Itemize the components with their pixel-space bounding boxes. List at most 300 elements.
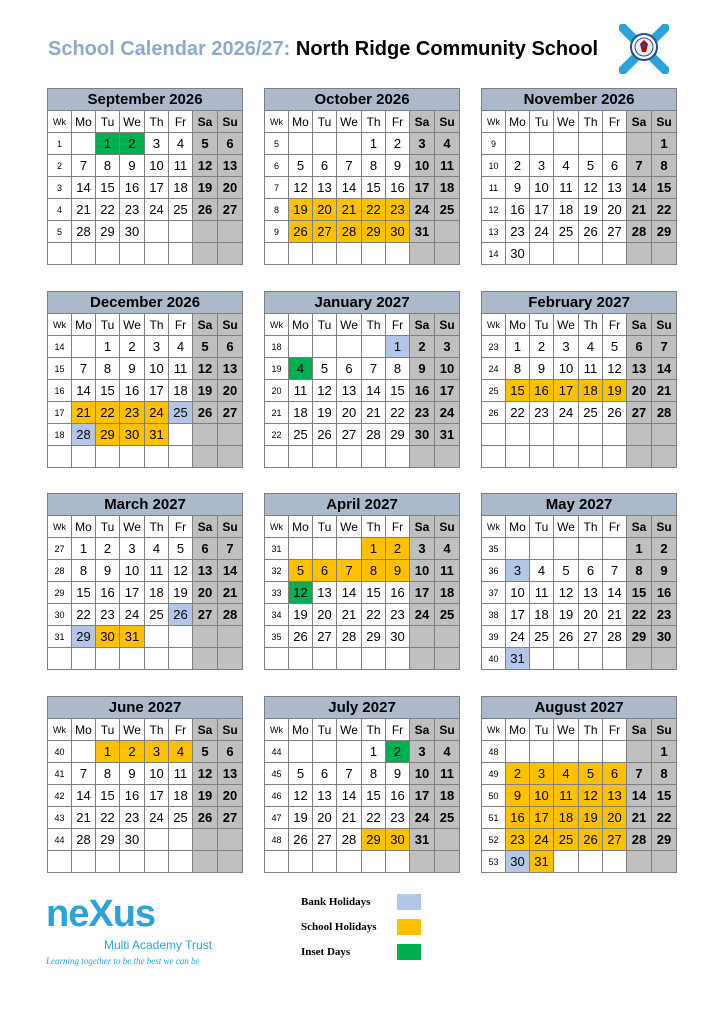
day-header: Mo	[506, 719, 530, 741]
week-number: 4	[48, 199, 72, 221]
day-cell	[169, 851, 193, 873]
month-table	[264, 88, 460, 265]
day-cell: 4	[554, 155, 579, 177]
week-row	[265, 133, 460, 155]
day-cell: 7	[337, 763, 362, 785]
day-cell	[362, 648, 386, 670]
day-cell	[554, 648, 579, 670]
day-cell: 23	[652, 604, 677, 626]
day-cell: 28	[627, 221, 652, 243]
day-cell: 16	[96, 582, 120, 604]
day-header: Su	[652, 314, 677, 336]
day-cell	[603, 133, 627, 155]
day-cell: 25	[169, 807, 193, 829]
day-cell: 9	[410, 358, 435, 380]
legend-swatch-school	[397, 919, 421, 935]
day-cell	[603, 741, 627, 763]
week-row	[265, 358, 460, 380]
day-header: Fr	[169, 111, 193, 133]
day-cell: 9	[386, 560, 410, 582]
week-row	[482, 560, 677, 582]
day-cell: 9	[120, 358, 145, 380]
day-cell: 3	[410, 133, 435, 155]
day-cell	[652, 648, 677, 670]
day-cell: 14	[337, 177, 362, 199]
day-header: Th	[579, 111, 603, 133]
week-number: 39	[482, 626, 506, 648]
day-header: Su	[218, 314, 243, 336]
month-title: October 2026	[265, 89, 460, 111]
day-cell: 15	[652, 177, 677, 199]
day-cell: 3	[410, 538, 435, 560]
week-row	[482, 380, 677, 402]
day-cell: 16	[120, 785, 145, 807]
day-cell	[218, 424, 243, 446]
day-header: Su	[435, 719, 460, 741]
week-number: 47	[265, 807, 289, 829]
day-header: Wk	[482, 314, 506, 336]
week-row	[482, 402, 677, 424]
week-row	[482, 582, 677, 604]
week-row	[48, 336, 243, 358]
day-cell: 24	[410, 604, 435, 626]
day-header: Tu	[96, 314, 120, 336]
day-cell	[530, 648, 554, 670]
day-header: Fr	[169, 719, 193, 741]
day-cell	[435, 446, 460, 468]
day-cell: 29	[96, 829, 120, 851]
day-cell: 9	[652, 560, 677, 582]
week-row	[48, 604, 243, 626]
day-cell	[313, 133, 337, 155]
week-number: 20	[265, 380, 289, 402]
week-number: 14	[482, 243, 506, 265]
day-cell: 30	[506, 243, 530, 265]
month-table	[47, 88, 243, 265]
day-cell: 8	[506, 358, 530, 380]
day-cell: 16	[120, 380, 145, 402]
day-header: Sa	[627, 314, 652, 336]
day-cell: 16	[506, 807, 530, 829]
week-row	[48, 133, 243, 155]
day-cell: 25	[169, 402, 193, 424]
day-cell	[652, 243, 677, 265]
day-cell: 25	[435, 604, 460, 626]
day-cell: 10	[410, 560, 435, 582]
day-cell	[120, 446, 145, 468]
day-cell: 24	[554, 402, 579, 424]
week-row	[265, 582, 460, 604]
day-cell: 7	[362, 358, 386, 380]
month-table	[264, 696, 460, 873]
day-cell	[169, 648, 193, 670]
day-cell: 14	[603, 582, 627, 604]
month-table	[47, 291, 243, 468]
day-cell: 29	[386, 424, 410, 446]
day-cell: 26	[289, 829, 313, 851]
day-cell: 1	[96, 741, 120, 763]
day-cell: 4	[435, 133, 460, 155]
legend-swatch-inset	[397, 944, 421, 960]
day-cell	[193, 648, 218, 670]
day-cell: 18	[530, 604, 554, 626]
week-row	[482, 785, 677, 807]
day-cell: 22	[506, 402, 530, 424]
day-cell: 25	[169, 199, 193, 221]
day-header: We	[120, 516, 145, 538]
week-row	[265, 177, 460, 199]
day-cell	[289, 243, 313, 265]
week-row	[48, 155, 243, 177]
day-cell: 11	[579, 358, 603, 380]
day-header: Tu	[530, 111, 554, 133]
week-number: 33	[265, 582, 289, 604]
week-number: 9	[482, 133, 506, 155]
week-number: 25	[482, 380, 506, 402]
day-cell	[289, 741, 313, 763]
week-row	[265, 243, 460, 265]
day-cell: 23	[120, 199, 145, 221]
day-cell: 18	[169, 785, 193, 807]
day-cell: 30	[410, 424, 435, 446]
week-row	[48, 807, 243, 829]
day-cell	[530, 133, 554, 155]
day-cell	[193, 851, 218, 873]
day-cell: 8	[362, 560, 386, 582]
month-table	[47, 493, 243, 670]
day-cell	[96, 243, 120, 265]
day-cell: 17	[506, 604, 530, 626]
week-number: 44	[265, 741, 289, 763]
day-cell: 29	[362, 221, 386, 243]
day-cell: 22	[362, 199, 386, 221]
month-table	[481, 291, 677, 468]
day-cell	[554, 133, 579, 155]
week-number	[265, 851, 289, 873]
day-header: Sa	[193, 516, 218, 538]
month-table	[264, 493, 460, 670]
day-cell	[193, 446, 218, 468]
day-cell: 26	[193, 199, 218, 221]
day-cell: 29	[362, 626, 386, 648]
day-cell: 27	[313, 829, 337, 851]
week-number: 36	[482, 560, 506, 582]
legend-item-school	[301, 919, 441, 937]
month-title: July 2027	[265, 697, 460, 719]
day-cell: 15	[96, 177, 120, 199]
day-cell: 15	[652, 785, 677, 807]
week-number	[265, 243, 289, 265]
day-header: Wk	[482, 719, 506, 741]
day-cell: 31	[410, 829, 435, 851]
week-number: 15	[48, 358, 72, 380]
day-cell: 17	[410, 785, 435, 807]
day-cell	[313, 538, 337, 560]
day-cell: 18	[289, 402, 313, 424]
day-cell: 27	[313, 221, 337, 243]
day-cell: 6	[218, 336, 243, 358]
day-cell: 27	[193, 604, 218, 626]
day-header: Fr	[386, 516, 410, 538]
day-cell	[506, 446, 530, 468]
day-cell	[96, 851, 120, 873]
day-cell: 13	[627, 358, 652, 380]
day-cell: 21	[72, 807, 96, 829]
day-cell	[603, 243, 627, 265]
week-row	[48, 538, 243, 560]
month-title: November 2026	[482, 89, 677, 111]
day-cell: 28	[72, 221, 96, 243]
day-cell	[72, 741, 96, 763]
day-cell	[410, 626, 435, 648]
week-number: 40	[48, 741, 72, 763]
day-cell: 22	[362, 604, 386, 626]
month-table	[47, 696, 243, 873]
week-row	[48, 763, 243, 785]
day-cell: 25	[435, 199, 460, 221]
day-cell	[554, 741, 579, 763]
day-cell: 11	[435, 155, 460, 177]
day-cell: 11	[169, 155, 193, 177]
day-cell: 20	[218, 380, 243, 402]
day-cell	[337, 538, 362, 560]
week-number: 49	[482, 763, 506, 785]
day-cell: 3	[506, 560, 530, 582]
day-cell	[337, 446, 362, 468]
day-cell: 19	[193, 177, 218, 199]
day-header: Fr	[386, 111, 410, 133]
day-cell	[193, 221, 218, 243]
day-header: We	[120, 719, 145, 741]
day-cell: 12	[193, 155, 218, 177]
day-cell: 20	[313, 199, 337, 221]
month-title: April 2027	[265, 494, 460, 516]
day-cell	[554, 851, 579, 873]
day-cell: 24	[145, 807, 169, 829]
day-cell: 31	[435, 424, 460, 446]
day-cell: 5	[193, 133, 218, 155]
day-cell: 10	[145, 155, 169, 177]
day-cell	[218, 851, 243, 873]
week-number: 18	[48, 424, 72, 446]
day-cell: 8	[627, 560, 652, 582]
week-row	[265, 807, 460, 829]
day-cell	[72, 243, 96, 265]
week-number: 34	[265, 604, 289, 626]
day-header: Mo	[289, 516, 313, 538]
day-cell	[530, 741, 554, 763]
week-number: 17	[48, 402, 72, 424]
day-cell: 13	[313, 582, 337, 604]
day-cell: 5	[193, 336, 218, 358]
day-cell: 27	[218, 807, 243, 829]
day-cell: 10	[506, 582, 530, 604]
day-cell: 22	[72, 604, 96, 626]
week-number: 35	[482, 538, 506, 560]
day-cell: 21	[627, 807, 652, 829]
day-header: Mo	[72, 111, 96, 133]
day-header: Tu	[313, 516, 337, 538]
legend-label-bank: Bank Holidays	[301, 896, 371, 908]
day-cell: 19	[554, 604, 579, 626]
day-cell	[169, 626, 193, 648]
day-cell: 7	[603, 560, 627, 582]
day-cell: 12	[603, 358, 627, 380]
week-row	[265, 424, 460, 446]
week-number: 31	[48, 626, 72, 648]
day-cell: 26	[289, 221, 313, 243]
day-header: We	[120, 111, 145, 133]
legend-label-inset: Inset Days	[301, 946, 351, 958]
day-cell	[410, 243, 435, 265]
day-cell: 11	[554, 785, 579, 807]
week-number	[482, 446, 506, 468]
day-header: Su	[218, 111, 243, 133]
day-cell	[530, 446, 554, 468]
day-cell: 4	[435, 538, 460, 560]
week-row	[265, 221, 460, 243]
day-header: Mo	[72, 314, 96, 336]
day-cell: 14	[72, 177, 96, 199]
day-header: Wk	[265, 111, 289, 133]
day-cell: 25	[554, 221, 579, 243]
day-cell	[627, 424, 652, 446]
day-cell	[72, 336, 96, 358]
day-cell	[506, 424, 530, 446]
day-cell: 10	[530, 785, 554, 807]
week-row	[482, 199, 677, 221]
day-cell: 5	[289, 560, 313, 582]
day-cell: 3	[120, 538, 145, 560]
week-number: 35	[265, 626, 289, 648]
day-cell: 3	[530, 155, 554, 177]
day-cell: 26	[579, 829, 603, 851]
week-number: 10	[482, 155, 506, 177]
day-header: Th	[145, 516, 169, 538]
day-cell: 24	[410, 199, 435, 221]
day-cell: 1	[362, 741, 386, 763]
day-cell: 14	[337, 582, 362, 604]
week-number: 16	[48, 380, 72, 402]
day-cell: 20	[337, 402, 362, 424]
day-cell: 8	[386, 358, 410, 380]
week-number: 41	[48, 763, 72, 785]
day-cell: 4	[435, 741, 460, 763]
day-header: Th	[362, 516, 386, 538]
day-cell: 5	[579, 763, 603, 785]
day-cell: 19	[289, 807, 313, 829]
day-cell: 12	[169, 560, 193, 582]
day-cell: 12	[289, 177, 313, 199]
day-cell: 28	[652, 402, 677, 424]
day-cell: 12	[554, 582, 579, 604]
day-cell	[579, 741, 603, 763]
day-cell: 22	[627, 604, 652, 626]
day-cell	[313, 336, 337, 358]
day-cell: 6	[627, 336, 652, 358]
day-header: We	[554, 314, 579, 336]
week-number: 29	[48, 582, 72, 604]
day-cell: 6	[337, 358, 362, 380]
day-cell: 17	[554, 380, 579, 402]
day-cell: 30	[386, 221, 410, 243]
week-row	[265, 402, 460, 424]
week-number: 5	[265, 133, 289, 155]
day-cell: 7	[652, 336, 677, 358]
day-cell	[145, 829, 169, 851]
day-cell	[554, 243, 579, 265]
day-cell	[218, 829, 243, 851]
day-cell: 12	[579, 785, 603, 807]
week-row	[482, 155, 677, 177]
week-number: 6	[265, 155, 289, 177]
day-cell	[603, 851, 627, 873]
day-cell: 26	[169, 604, 193, 626]
day-cell: 17	[145, 380, 169, 402]
week-number: 37	[482, 582, 506, 604]
day-header: Fr	[603, 111, 627, 133]
day-cell: 8	[96, 358, 120, 380]
day-cell: 20	[603, 199, 627, 221]
day-cell: 22	[386, 402, 410, 424]
day-cell: 10	[410, 763, 435, 785]
day-header: Sa	[193, 719, 218, 741]
day-cell	[506, 538, 530, 560]
day-cell: 20	[218, 177, 243, 199]
day-cell: 26	[603, 402, 627, 424]
day-cell	[579, 648, 603, 670]
day-cell: 21	[603, 604, 627, 626]
day-cell: 19	[193, 380, 218, 402]
day-cell: 5	[313, 358, 337, 380]
day-cell: 3	[145, 741, 169, 763]
week-number: 44	[48, 829, 72, 851]
day-cell: 18	[169, 380, 193, 402]
week-row	[265, 604, 460, 626]
nexus-tagline: Learning together to be the best we can be	[46, 956, 200, 966]
week-number: 22	[265, 424, 289, 446]
day-header: We	[337, 314, 362, 336]
week-number: 1	[48, 133, 72, 155]
week-row	[48, 446, 243, 468]
day-cell	[289, 538, 313, 560]
day-header: Fr	[169, 516, 193, 538]
day-header: Wk	[48, 516, 72, 538]
day-cell: 4	[530, 560, 554, 582]
day-cell: 18	[554, 807, 579, 829]
day-cell: 19	[289, 604, 313, 626]
day-header: Wk	[265, 314, 289, 336]
day-cell: 2	[506, 763, 530, 785]
day-cell: 27	[603, 829, 627, 851]
day-cell: 30	[120, 424, 145, 446]
day-cell: 11	[530, 582, 554, 604]
day-cell: 15	[72, 582, 96, 604]
day-cell: 12	[313, 380, 337, 402]
week-row	[482, 358, 677, 380]
day-cell	[554, 538, 579, 560]
day-header: Su	[218, 516, 243, 538]
day-cell: 7	[72, 358, 96, 380]
day-cell	[193, 243, 218, 265]
day-header: Tu	[313, 314, 337, 336]
week-row	[482, 538, 677, 560]
week-number: 42	[48, 785, 72, 807]
day-cell: 14	[72, 380, 96, 402]
day-cell	[72, 648, 96, 670]
day-cell: 9	[506, 177, 530, 199]
month-table	[481, 88, 677, 265]
